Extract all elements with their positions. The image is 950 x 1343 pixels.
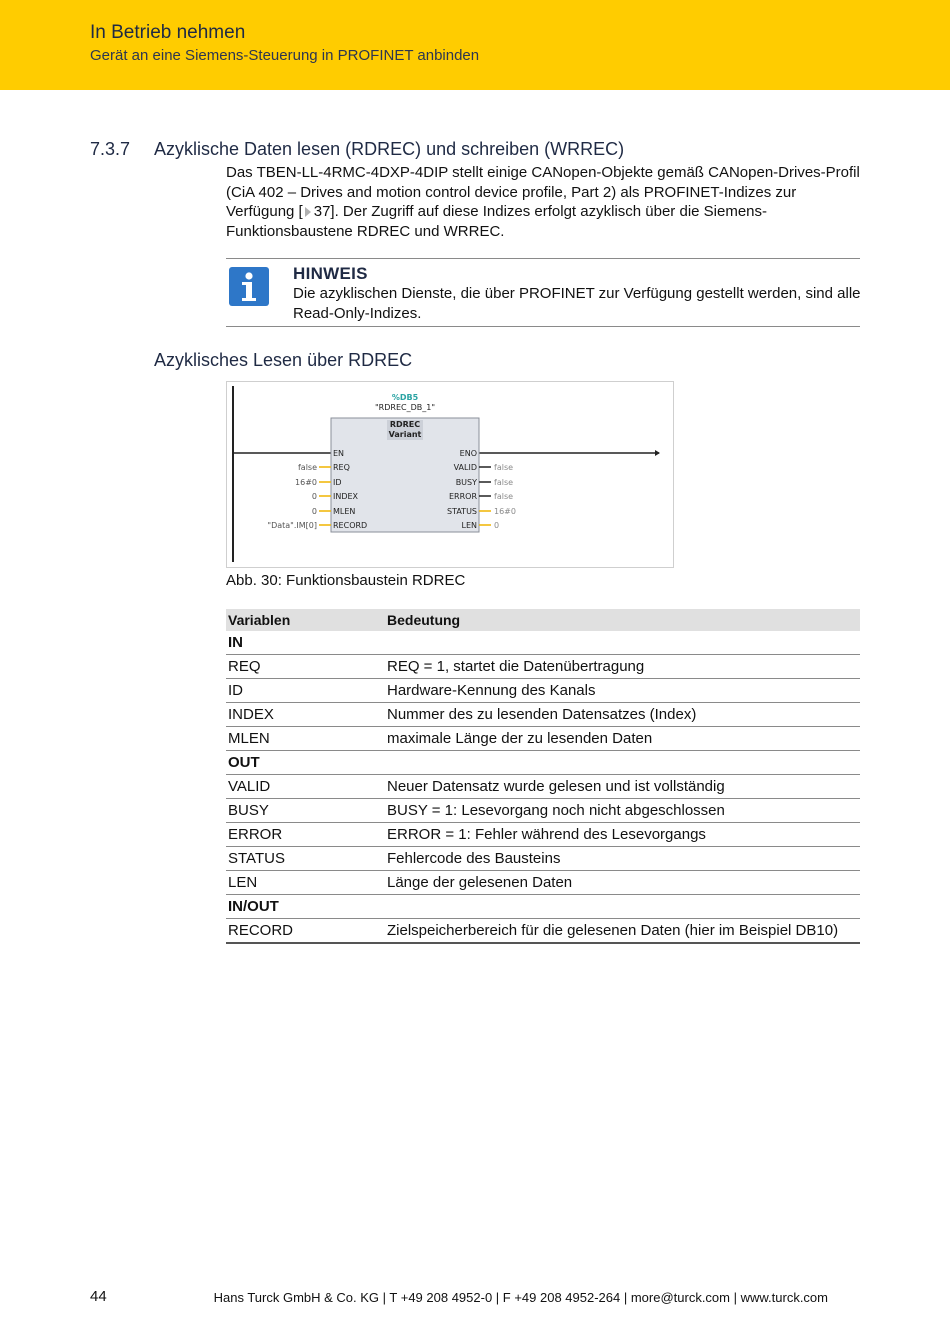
- section-paragraph: [226, 163, 866, 241]
- variable-name: RECORD: [226, 919, 385, 944]
- header-title: In Betrieb nehmen: [90, 22, 246, 43]
- paragraph-text-1: Das TBEN-LL-4RMC-4DXP-4DIP stellt einige CANopen-Objekte gemäß CANopen-Drives-Profil (CiA 402 – Drives and motion control device profile, Part 2) als PROFINET-Indizes zur Verfügung [: [226, 164, 860, 220]
- page-number: 44: [90, 1288, 107, 1305]
- db-number-label: %DB5: [391, 393, 419, 402]
- variable-description: Länge der gelesenen Daten: [385, 871, 860, 895]
- variable-description: [385, 631, 860, 655]
- table-group-row: [226, 751, 860, 775]
- subsection-title: Azyklisches Lesen über RDREC: [154, 350, 413, 370]
- table-group-row: [226, 631, 860, 655]
- note-heading: HINWEIS: [293, 264, 368, 283]
- variable-name: ID: [226, 679, 385, 703]
- variable-description: [385, 895, 860, 919]
- variable-description: maximale Länge der zu lesenden Daten: [385, 727, 860, 751]
- section-title: Azyklische Daten lesen (RDREC) und schreiben (WRREC): [154, 139, 625, 159]
- note-divider-top: [226, 258, 860, 259]
- rdrec-block-figure: [226, 381, 674, 568]
- table-body: [226, 631, 860, 943]
- variable-description: ERROR = 1: Fehler während des Lesevorgangs: [385, 823, 860, 847]
- block-variant: Variant: [388, 430, 422, 439]
- table-row: [226, 871, 860, 895]
- variable-name: VALID: [226, 775, 385, 799]
- input-value: 0: [311, 492, 317, 501]
- header-subtitle: Gerät an eine Siemens-Steuerung in PROFINET anbinden: [90, 47, 480, 64]
- output-pin-valid: VALID: [453, 463, 477, 472]
- output-value: false: [494, 492, 514, 501]
- variable-name: STATUS: [226, 847, 385, 871]
- variable-description: Nummer des zu lesenden Datensatzes (Index): [385, 703, 860, 727]
- output-pin-eno: ENO: [459, 449, 477, 458]
- table-row: [226, 799, 860, 823]
- table-row: [226, 727, 860, 751]
- table-row: [226, 703, 860, 727]
- variables-table: [226, 609, 860, 944]
- table-row: [226, 679, 860, 703]
- input-value: 0: [311, 507, 317, 516]
- output-value: false: [494, 478, 514, 487]
- table-row: [226, 823, 860, 847]
- output-value: 16#0: [494, 507, 516, 516]
- output-pin-status: STATUS: [446, 507, 477, 516]
- column-header-bedeutung: Bedeutung: [385, 609, 860, 631]
- output-pin-len: LEN: [461, 521, 477, 530]
- variable-name: BUSY: [226, 799, 385, 823]
- variable-name: IN: [226, 631, 385, 655]
- cross-reference-page[interactable]: 37: [313, 203, 331, 220]
- section-number: 7.3.7: [90, 139, 131, 159]
- table-row: [226, 847, 860, 871]
- variable-name: ERROR: [226, 823, 385, 847]
- note-divider-bottom: [226, 326, 860, 327]
- table-row: [226, 655, 860, 679]
- table-row: [226, 919, 860, 944]
- variable-description: REQ = 1, startet die Datenübertragung: [385, 655, 860, 679]
- figure-caption: Abb. 30: Funktionsbaustein RDREC: [226, 572, 466, 589]
- input-pin-id: ID: [333, 478, 342, 487]
- input-pin-req: REQ: [333, 463, 350, 472]
- db-instance-label: "RDREC_DB_1": [374, 403, 436, 412]
- output-pin-error: ERROR: [448, 492, 477, 501]
- variable-name: LEN: [226, 871, 385, 895]
- input-pin-en: EN: [333, 449, 345, 458]
- variable-name: INDEX: [226, 703, 385, 727]
- footer-contact: Hans Turck GmbH & Co. KG | T +49 208 4952-0 | F +49 208 4952-264 | more@turck.com | www.turck.com: [213, 1290, 828, 1305]
- table-group-row: [226, 895, 860, 919]
- variable-description: Hardware-Kennung des Kanals: [385, 679, 860, 703]
- output-pin-busy: BUSY: [455, 478, 477, 487]
- note-text: Die azyklischen Dienste, die über PROFINET zur Verfügung gestellt werden, sind alle Read-Only-Indizes.: [293, 285, 861, 322]
- cross-reference-arrow-icon[interactable]: [305, 207, 311, 217]
- variable-name: REQ: [226, 655, 385, 679]
- input-value: false: [297, 463, 317, 472]
- block-name: RDREC: [389, 420, 421, 429]
- input-pin-record: RECORD: [333, 521, 368, 530]
- variable-description: BUSY = 1: Lesevorgang noch nicht abgeschlossen: [385, 799, 860, 823]
- column-header-variablen: Variablen: [226, 609, 385, 631]
- variable-name: IN/OUT: [226, 895, 385, 919]
- variable-name: MLEN: [226, 727, 385, 751]
- input-pin-mlen: MLEN: [333, 507, 356, 516]
- variable-description: [385, 751, 860, 775]
- output-value: 0: [494, 521, 500, 530]
- table-row: [226, 775, 860, 799]
- input-pin-index: INDEX: [333, 492, 359, 501]
- input-value: "Data".IM[0]: [267, 521, 317, 530]
- table-header-row: [226, 609, 860, 631]
- input-value: 16#0: [295, 478, 317, 487]
- paragraph-text-2: ]. Der Zugriff auf diese Indizes erfolgt azyklisch über die Siemens-Funktionsbaustene RDREC und WRREC.: [226, 203, 768, 240]
- variable-description: Zielspeicherbereich für die gelesenen Daten (hier im Beispiel DB10): [385, 919, 860, 944]
- variable-name: OUT: [226, 751, 385, 775]
- variable-description: Fehlercode des Bausteins: [385, 847, 860, 871]
- info-icon: [229, 267, 269, 306]
- eno-arrow-icon: [655, 450, 660, 456]
- variable-description: Neuer Datensatz wurde gelesen und ist vollständig: [385, 775, 860, 799]
- page-header: [0, 0, 950, 90]
- output-value: false: [494, 463, 514, 472]
